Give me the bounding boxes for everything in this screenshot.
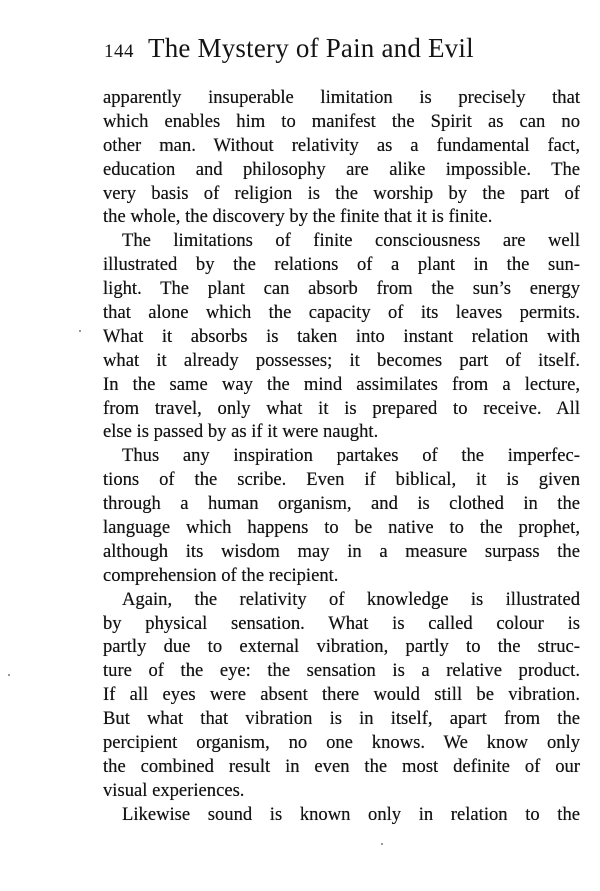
text-line: Likewise sound is known only in relation to the <box>122 803 580 825</box>
text-line: If all eyes were absent there would still be vibration. <box>103 684 580 706</box>
text-line: illustrated by the relations of a plant in the sun- <box>103 254 580 276</box>
running-title: The Mystery of Pain and Evil <box>148 33 474 63</box>
text-line: language which happens to be native to the prophet, <box>103 517 580 539</box>
scan-speck <box>79 330 81 332</box>
text-line: that alone which the capacity of its leaves permits. <box>103 302 580 324</box>
paragraph <box>103 588 580 803</box>
text-line: tions of the scribe. Even if biblical, it is given <box>103 469 580 491</box>
text-line: by physical sensation. What is called colour is <box>103 612 580 634</box>
text-line: education and philosophy are alike impossible. The <box>103 158 580 180</box>
scan-speck <box>381 843 383 845</box>
text-line: light. The plant can absorb from the sun’s energy <box>103 278 580 300</box>
text-line: percipient organism, no one knows. We know only <box>103 732 580 754</box>
page-number: 144 <box>104 41 134 62</box>
scan-speck <box>8 674 10 676</box>
text-line: from travel, only what it is prepared to receive. All <box>103 397 580 419</box>
page-body-text <box>103 86 580 827</box>
text-line: else is passed by as if it were naught. <box>103 421 379 443</box>
paragraph <box>103 229 580 444</box>
text-line: Again, the relativity of knowledge is illustrated <box>122 588 580 610</box>
text-line: apparently insuperable limitation is precisely that <box>103 87 580 108</box>
text-line: comprehension of the recipient. <box>103 564 339 586</box>
text-line: other man. Without relativity as a fundamental fact, <box>103 134 580 156</box>
paragraph <box>103 86 580 229</box>
paragraph <box>103 444 580 587</box>
text-line: through a human organism, and is clothed in the <box>103 493 580 515</box>
text-line: What it absorbs is taken into instant relation with <box>103 325 580 347</box>
running-header <box>104 33 474 64</box>
text-line: which enables him to manifest the Spirit as can no <box>103 110 580 132</box>
text-line: very basis of religion is the worship by the part of <box>103 182 580 204</box>
text-line: ture of the eye: the sensation is a relative product. <box>103 660 580 682</box>
text-line: The limitations of finite consciousness are well <box>122 230 580 252</box>
text-line: the whole, the discovery by the finite that it is finite. <box>103 206 493 228</box>
text-line: the combined result in even the most definite of our <box>103 755 580 777</box>
text-line: although its wisdom may in a measure surpass the <box>103 540 580 562</box>
paragraph <box>103 803 580 827</box>
text-line: visual experiences. <box>103 779 245 801</box>
text-line: But what that vibration is in itself, apart from the <box>103 708 580 730</box>
text-line: In the same way the mind assimilates from a lecture, <box>103 373 580 395</box>
text-line: partly due to external vibration, partly to the struc- <box>103 636 580 658</box>
text-line: what it already possesses; it becomes part of itself. <box>103 349 580 371</box>
text-line: Thus any inspiration partakes of the imperfec- <box>122 445 580 467</box>
